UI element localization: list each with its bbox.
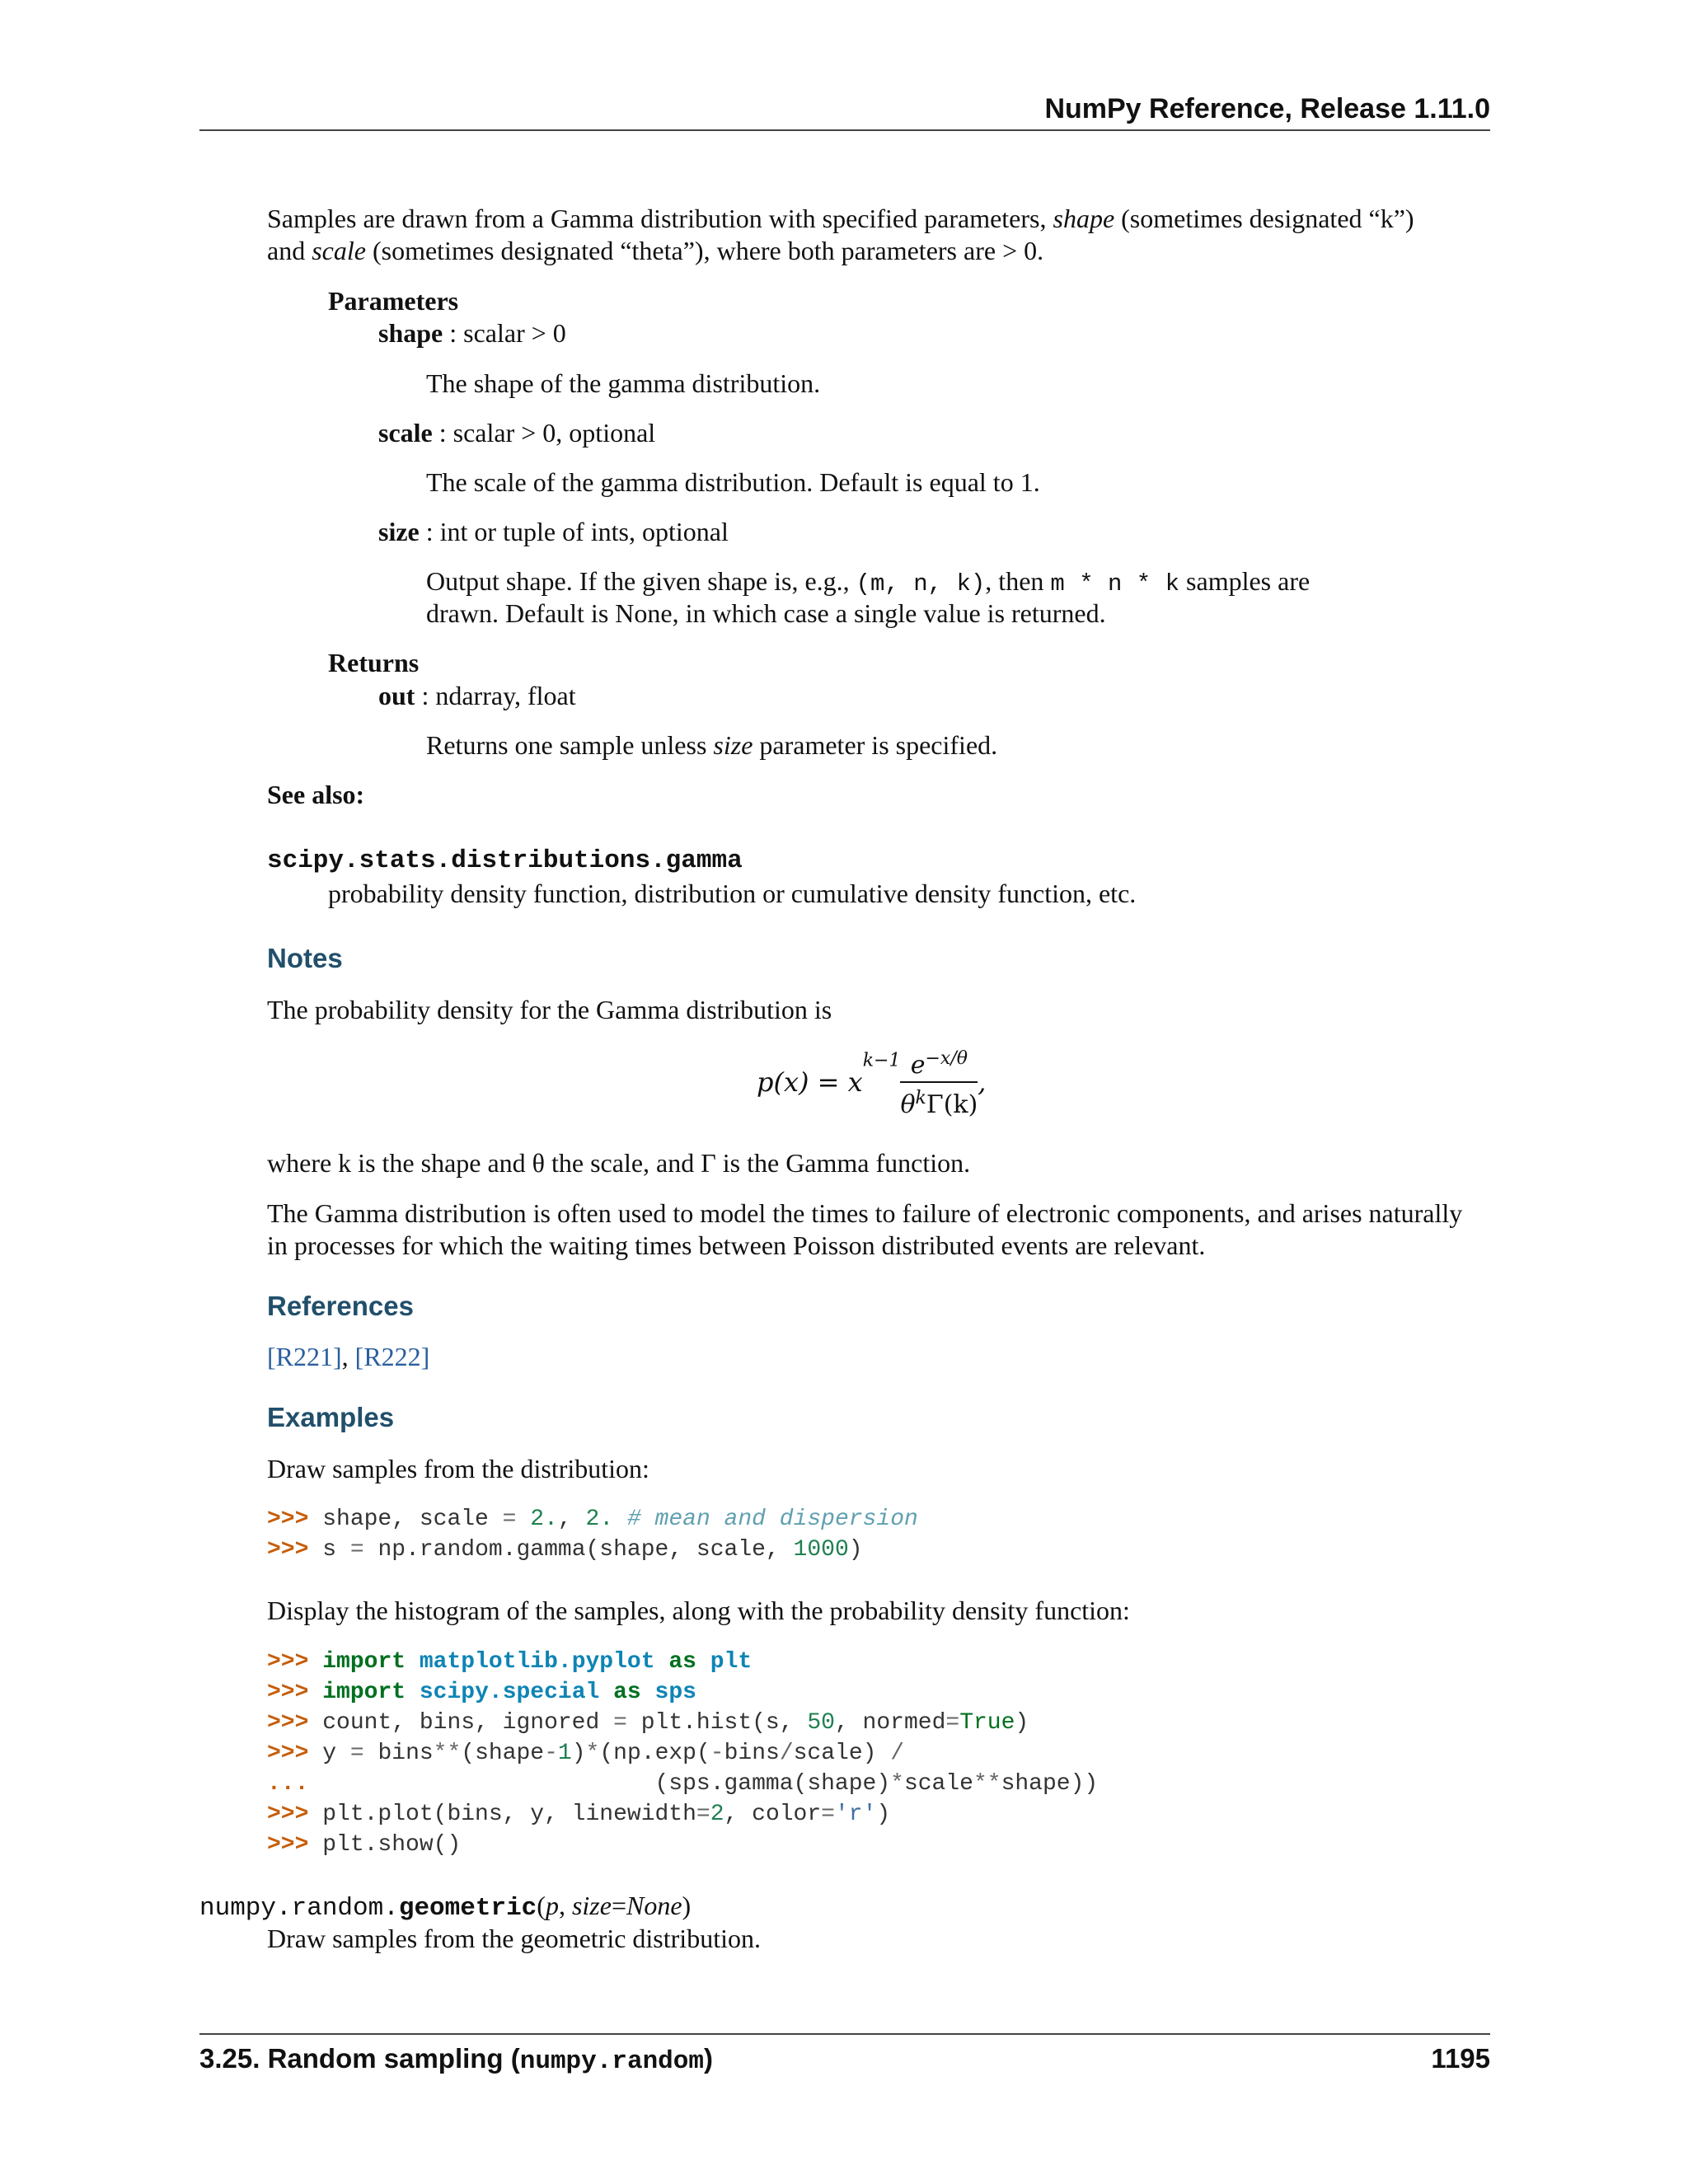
footer-rule — [199, 2033, 1490, 2035]
formula-gamma: Γ(k) — [926, 1090, 978, 1119]
param-type: : int or tuple of ints, optional — [419, 517, 729, 546]
code-line: >>> import matplotlib.pyplot as plt — [267, 1649, 753, 1675]
signature-param-size: size — [571, 1891, 612, 1920]
intro-scale: scale — [312, 236, 366, 265]
return-desc-text: parameter is specified. — [753, 730, 998, 760]
returns-heading-text: Returns — [328, 648, 420, 677]
parameters-heading-text: Parameters — [328, 286, 459, 316]
signature-prefix: numpy.random. — [199, 1894, 399, 1923]
formula-denominator — [900, 1083, 978, 1121]
intro-shape: shape — [1053, 204, 1115, 233]
formula-theta: θ — [900, 1090, 916, 1119]
parameters-heading — [328, 284, 458, 317]
code-line: >>> import scipy.special as sps — [267, 1680, 696, 1705]
running-header: NumPy Reference, Release 1.11.0 — [1044, 93, 1490, 124]
returns-heading — [328, 646, 419, 679]
code-line: >>> plt.show() — [267, 1832, 462, 1858]
formula-comma: , — [978, 1066, 987, 1098]
param-name: shape — [378, 318, 443, 348]
signature-paren: ( — [537, 1891, 546, 1920]
intro-line-1 — [267, 202, 1414, 235]
return-desc-text: Returns one sample unless — [426, 730, 714, 760]
signature-paren: ) — [682, 1891, 692, 1920]
param-type: : scalar > 0 — [443, 318, 566, 348]
intro-text: Samples are drawn from a Gamma distribution with specified parameters, — [267, 204, 1053, 233]
inline-code: m * n * k — [1050, 570, 1180, 598]
param-scale — [378, 416, 655, 449]
see-also-heading-text: See also: — [267, 780, 365, 809]
signature-name: geometric — [398, 1894, 537, 1923]
code-line: >>> count, bins, ignored = plt.hist(s, 50, normed=True) — [267, 1710, 1029, 1736]
code-line: ... (sps.gamma(shape)*scale**shape)) — [267, 1771, 1099, 1797]
code-line: >>> s = np.random.gamma(shape, scale, 1000) — [267, 1537, 863, 1563]
signature-sep: , — [558, 1891, 572, 1920]
examples-draw-text: Draw samples from the distribution: — [267, 1454, 649, 1483]
signature-param-p: p — [545, 1891, 559, 1920]
return-name: out — [378, 681, 415, 710]
notes-heading: Notes — [267, 943, 343, 973]
param-shape-desc: The shape of the gamma distribution. — [426, 368, 821, 398]
header-rule — [199, 129, 1490, 131]
reference-separator: , — [341, 1342, 355, 1371]
intro-text: (sometimes designated “k”) — [1114, 204, 1414, 233]
param-type: : scalar > 0, optional — [432, 418, 656, 448]
footer-section-text: 3.25. Random sampling ( — [199, 2043, 520, 2074]
return-desc-size: size — [713, 730, 753, 760]
intro-line-2 — [267, 234, 1043, 267]
gamma-pdf-formula — [757, 1043, 986, 1121]
code-line: >>> plt.plot(bins, y, linewidth=2, color='r') — [267, 1802, 891, 1827]
formula-e: e — [910, 1051, 926, 1080]
code-block-2 — [267, 1647, 1098, 1860]
return-type: : ndarray, float — [415, 681, 576, 710]
geometric-desc: Draw samples from the geometric distribution. — [267, 1924, 761, 1953]
intro-text: (sometimes designated “theta”), where both parameters are > 0. — [365, 236, 1044, 265]
formula-lhs: p(x) = x — [757, 1066, 863, 1098]
formula-numerator-exp: −x/θ — [925, 1048, 968, 1069]
page-number: 1195 — [1431, 2043, 1490, 2074]
notes-para-line-1: The Gamma distribution is often used to model the times to failure of electronic components, and arises naturally — [267, 1198, 1463, 1228]
signature-eq: = — [611, 1891, 626, 1920]
param-name: scale — [378, 418, 433, 448]
code-line: >>> shape, scale = 2., 2. # mean and dispersion — [267, 1507, 918, 1532]
notes-where: where k is the shape and θ the scale, and Γ is the Gamma function. — [267, 1148, 971, 1178]
param-name: size — [378, 517, 420, 546]
param-size-desc-2: drawn. Default is None, in which case a single value is returned. — [426, 598, 1106, 628]
code-block-1 — [267, 1504, 918, 1565]
reference-link-r221[interactable]: [R221] — [267, 1342, 342, 1371]
formula-numerator — [900, 1043, 978, 1083]
notes-intro: The probability density for the Gamma distribution is — [267, 995, 832, 1024]
geometric-signature — [199, 1889, 691, 1925]
param-desc-text: Output shape. If the given shape is, e.g., — [426, 566, 856, 596]
formula-exponent: k−1 — [862, 1050, 901, 1071]
see-also-link[interactable]: scipy.stats.distributions.gamma — [267, 846, 743, 875]
see-also-heading — [267, 778, 364, 811]
param-scale-desc: The scale of the gamma distribution. Default is equal to 1. — [426, 467, 1040, 497]
intro-text: and — [267, 236, 312, 265]
formula-fraction — [900, 1043, 978, 1121]
param-desc-text: , then — [985, 566, 1051, 596]
formula-den-exp: k — [915, 1088, 926, 1108]
references-heading: References — [267, 1291, 414, 1321]
see-also-desc: probability density function, distribution or cumulative density function, etc. — [328, 879, 1137, 908]
param-desc-text: samples are — [1179, 566, 1311, 596]
reference-link-r222[interactable]: [R222] — [354, 1342, 430, 1371]
code-line: >>> y = bins**(shape-1)*(np.exp(-bins/scale) / — [267, 1741, 905, 1766]
examples-display-text: Display the histogram of the samples, along with the probability density function: — [267, 1596, 1130, 1625]
param-shape — [378, 316, 566, 349]
footer-section — [199, 2042, 713, 2079]
references-list — [267, 1340, 429, 1373]
param-size — [378, 515, 729, 548]
return-desc — [426, 729, 997, 762]
inline-code: (m, n, k) — [856, 570, 986, 598]
param-size-desc-1 — [426, 565, 1310, 601]
notes-para-line-2: in processes for which the waiting times between Poisson distributed events are relevant. — [267, 1230, 1206, 1260]
signature-default: None — [626, 1891, 682, 1920]
footer-section-code: numpy.random — [519, 2047, 704, 2076]
return-out — [378, 679, 576, 712]
footer-section-text: ) — [704, 2043, 713, 2074]
examples-heading: Examples — [267, 1402, 395, 1432]
